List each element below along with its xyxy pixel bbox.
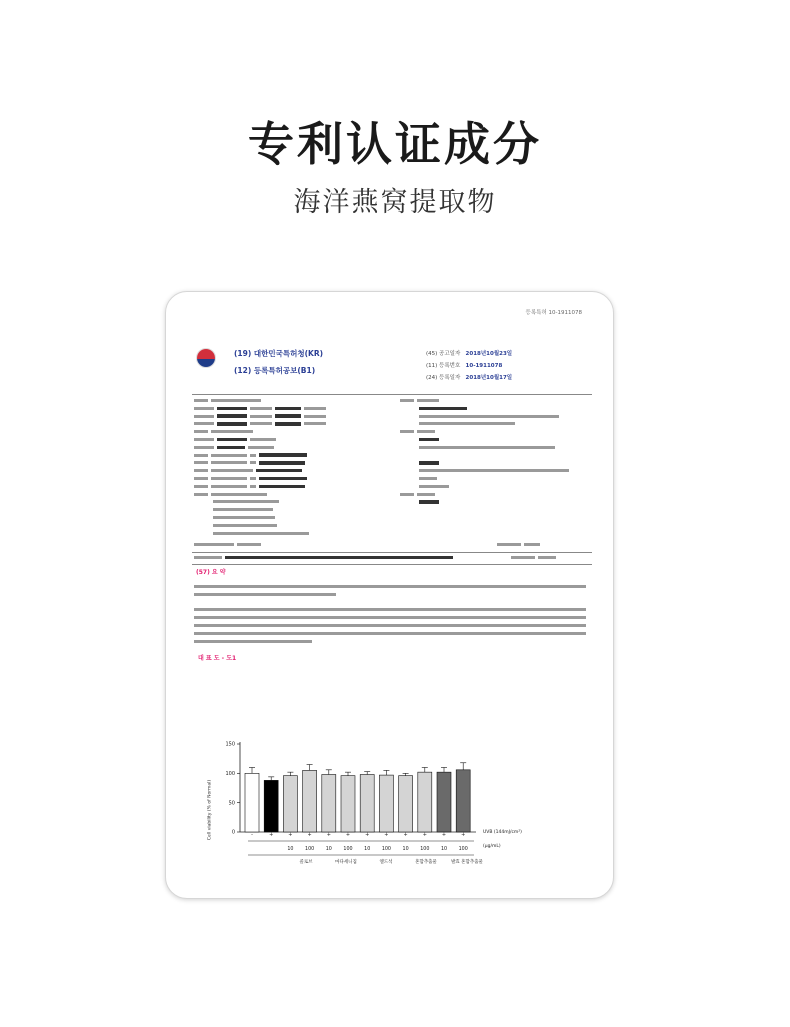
group-label: 콜로브 — [299, 860, 313, 865]
abstract-text — [194, 584, 590, 646]
page-subtitle: 海洋燕窝提取物 — [293, 187, 497, 218]
uvb-label: + — [269, 832, 274, 838]
patent-header — [192, 346, 592, 392]
bar — [322, 775, 336, 832]
bar — [379, 775, 393, 832]
y-tick-label: 100 — [225, 770, 235, 777]
bar — [245, 773, 259, 832]
uvb-label: + — [307, 832, 312, 838]
concentration-label: 100 — [420, 847, 430, 852]
bar — [341, 776, 355, 832]
uvb-label: + — [384, 832, 389, 838]
header-date-row: (45) 공고일자 2018년10월23일 — [426, 351, 513, 357]
concentration-label: 100 — [381, 847, 391, 852]
uvb-label: + — [365, 832, 370, 838]
y-axis-label: Cell viability (% of Normal) — [207, 779, 213, 841]
bibliographic-right — [400, 398, 590, 507]
bar — [399, 776, 413, 832]
uvb-label: - — [251, 832, 253, 838]
bibliographic-left — [194, 398, 394, 538]
concentration-label: 10 — [402, 847, 409, 852]
concentration-label: 10 — [440, 847, 448, 852]
divider — [192, 394, 592, 395]
divider — [192, 552, 592, 553]
uvb-label: + — [403, 832, 408, 838]
group-label: 발효 혼합추출물 — [451, 860, 483, 865]
bar — [360, 775, 374, 832]
uvb-label: + — [441, 832, 447, 838]
office-line: (19) 대한민국특허청(KR) — [234, 349, 324, 358]
bar — [264, 780, 278, 832]
cell-viability-chart — [206, 732, 536, 887]
uvb-label: + — [288, 832, 293, 838]
bar — [283, 776, 297, 832]
y-tick-label: 0 — [231, 829, 235, 836]
bar — [303, 770, 317, 832]
gazette-line: (12) 등록특허공보(B1) — [234, 366, 316, 375]
abstract-heading: (57) 요 약 — [196, 569, 226, 576]
y-tick-label: 50 — [228, 800, 235, 807]
uvb-label: + — [422, 832, 427, 838]
concentration-label: 10 — [325, 847, 332, 852]
header-dates — [426, 348, 512, 384]
bar — [456, 770, 470, 832]
concentration-label: 10 — [364, 847, 371, 852]
group-label: 혼합추출물 — [415, 860, 437, 865]
concentration-row-label: (μg/mL) — [483, 844, 501, 849]
registration-number: 등록특허 10-1911078 — [525, 310, 582, 316]
representative-figure-heading: 대 표 도 - 도1 — [198, 655, 237, 662]
concentration-label: 100 — [305, 847, 315, 852]
uvb-label: + — [326, 832, 331, 838]
claims-summary — [194, 542, 590, 550]
concentration-label: 10 — [287, 847, 294, 852]
uvb-row-label: UVB (144mJ/cm²) — [483, 830, 522, 835]
y-tick-label: 150 — [225, 741, 235, 748]
korea-seal-logo — [196, 348, 216, 368]
invention-title — [194, 555, 590, 563]
concentration-label: 100 — [343, 847, 353, 852]
concentration-label: 100 — [458, 847, 468, 852]
divider — [192, 564, 592, 565]
uvb-label: + — [461, 832, 466, 838]
page-title: 专利认证成分 — [248, 117, 542, 171]
group-label: 엘드석 — [379, 860, 393, 865]
header-date-row: (11) 등록번호 10-1911078 — [426, 363, 503, 369]
group-label: 마다세니칩 — [335, 860, 357, 865]
patent-document-card — [165, 291, 614, 899]
uvb-label: + — [345, 832, 351, 838]
header-date-row: (24) 등록일자 2018년10월17일 — [426, 375, 513, 381]
bar — [418, 772, 432, 832]
bar — [437, 772, 451, 832]
